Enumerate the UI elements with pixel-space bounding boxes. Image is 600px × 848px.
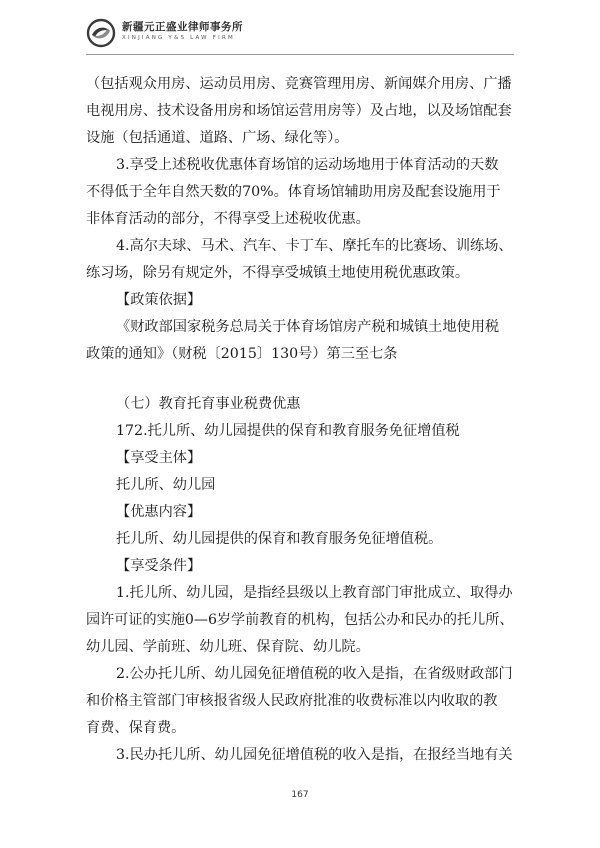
body-line: 政策的通知》（财税〔2015〕130号）第三至七条 [86,346,398,362]
header-divider [86,54,514,55]
firm-logo-icon [86,18,116,48]
section-label: 【优惠内容】 [116,504,202,520]
body-line: 托儿所、幼儿园提供的保育和教育服务免征增值税。 [116,531,443,547]
body-line: 非体育活动的部分，不得享受上述税收优惠。 [86,211,370,227]
body-line: 3.享受上述税收优惠体育场馆的运动场地用于体育活动的天数 [116,157,499,173]
page-number: 167 [291,790,309,800]
section-label: 【享受条件】 [116,558,202,574]
page-header [86,16,526,52]
body-line: 电视用房、技术设备用房和场馆运营用房等）及占地，以及场馆配套 [86,103,512,119]
body-line: 园许可证的实施0—6岁学前教育的机构，包括公办和民办的托儿所、 [86,612,514,628]
body-line: 育费、保育费。 [86,720,186,736]
section-label: 【享受主体】 [116,450,202,466]
section-heading: （七）教育托育事业税费优惠 [116,396,301,412]
body-line: 练习场，除另有规定外，不得享受城镇土地使用税优惠政策。 [86,265,470,281]
body-line: 设施（包括通道、道路、广场、绿化等）。 [86,130,349,146]
body-line: 1.托儿所、幼儿园，是指经县级以上教育部门审批成立、取得办 [116,585,513,601]
body-line: 《财政部国家税务总局关于体育场馆房产税和城镇土地使用税 [116,319,500,335]
item-heading: 172.托儿所、幼儿园提供的保育和教育服务免征增值税 [116,423,460,439]
body-line: 2.公办托儿所、幼儿园免征增值税的收入是指，在省级财政部门 [116,666,513,682]
body-line: 3.民办托儿所、幼儿园免征增值税的收入是指，在报经当地有关 [116,747,513,763]
firm-name-en: XINJIANG Y&S LAW FIRM [122,35,235,41]
body-line: 和价格主管部门审核报省级人民政府批准的收费标准以内收取的教 [86,693,498,709]
body-line: 托儿所、幼儿园 [116,477,216,493]
body-line: （包括观众用房、运动员用房、竞赛管理用房、新闻媒介用房、广播 [86,76,512,92]
body-line: 不得低于全年自然天数的70%。体育场馆辅助用房及配套设施用于 [86,184,501,200]
firm-name-cn: 新疆元正盛业律师事务所 [122,21,243,33]
body-line: 4.高尔夫球、马术、汽车、卡丁车、摩托车的比赛场、训练场、 [116,238,513,254]
section-label: 【政策依据】 [116,292,202,308]
body-line: 幼儿园、学前班、幼儿班、保育院、幼儿院。 [86,639,370,655]
